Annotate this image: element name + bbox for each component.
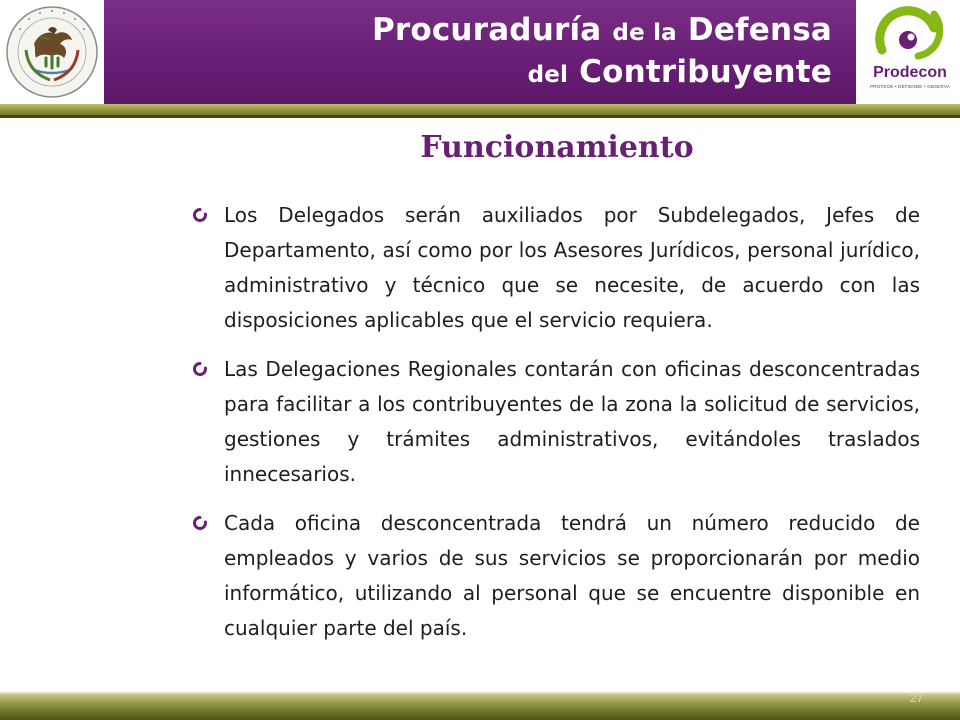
footer-stripe <box>0 688 960 720</box>
agency-name-contribuyente: Contribuyente <box>579 54 832 90</box>
open-ring-bullet-icon <box>193 362 207 376</box>
bullet-text: Los Delegados serán auxiliados por Subdelegados, Jefes de Departamento, así como por los Asesores Jurídicos, personal jurídico, administrativo y técnico que se necesite, de acuerdo con las disposiciones aplicables que el servicio requiera. <box>224 203 920 332</box>
logo-tagline: PROTEGE • DEFIENDE • OBSERVA <box>870 84 950 89</box>
agency-name-line1 <box>372 12 832 48</box>
slide-title: Funcionamiento <box>420 130 694 165</box>
agency-name-procuraduria: Procuraduría <box>371 12 602 48</box>
agency-name-del: del <box>527 62 569 88</box>
prodecon-logo <box>856 0 960 104</box>
logo-name: Prodecon <box>873 64 947 81</box>
bullet-text: Las Delegaciones Regionales contarán con oficinas desconcentradas para facilitar a los contribuyentes de la zona la solicitud de servicios, gestiones y trámites administrativos, evitándoles traslados innecesarios. <box>224 357 920 486</box>
open-ring-bullet-icon <box>193 516 207 530</box>
agency-name-line2 <box>528 54 832 90</box>
title-band <box>104 0 856 104</box>
bullet-text: Cada oficina desconcentrada tendrá un número reducido de empleados y varios de sus servicios se proporcionarán por medio informático, utilizando al personal que se encuentre disponible en cualquier parte del país. <box>224 511 920 640</box>
open-ring-bullet-icon <box>193 208 207 222</box>
list-item <box>188 198 920 338</box>
agency-name-defensa: Defensa <box>687 12 832 48</box>
header <box>0 0 960 104</box>
prodecon-logo-icon <box>856 0 960 64</box>
list-item <box>188 352 920 492</box>
bullet-list <box>188 198 920 660</box>
mexico-coat-of-arms-icon <box>0 0 104 104</box>
header-stripe <box>0 104 960 118</box>
page-number: 27 <box>910 691 924 705</box>
list-item <box>188 506 920 646</box>
agency-name-de-la: de la <box>612 20 677 46</box>
